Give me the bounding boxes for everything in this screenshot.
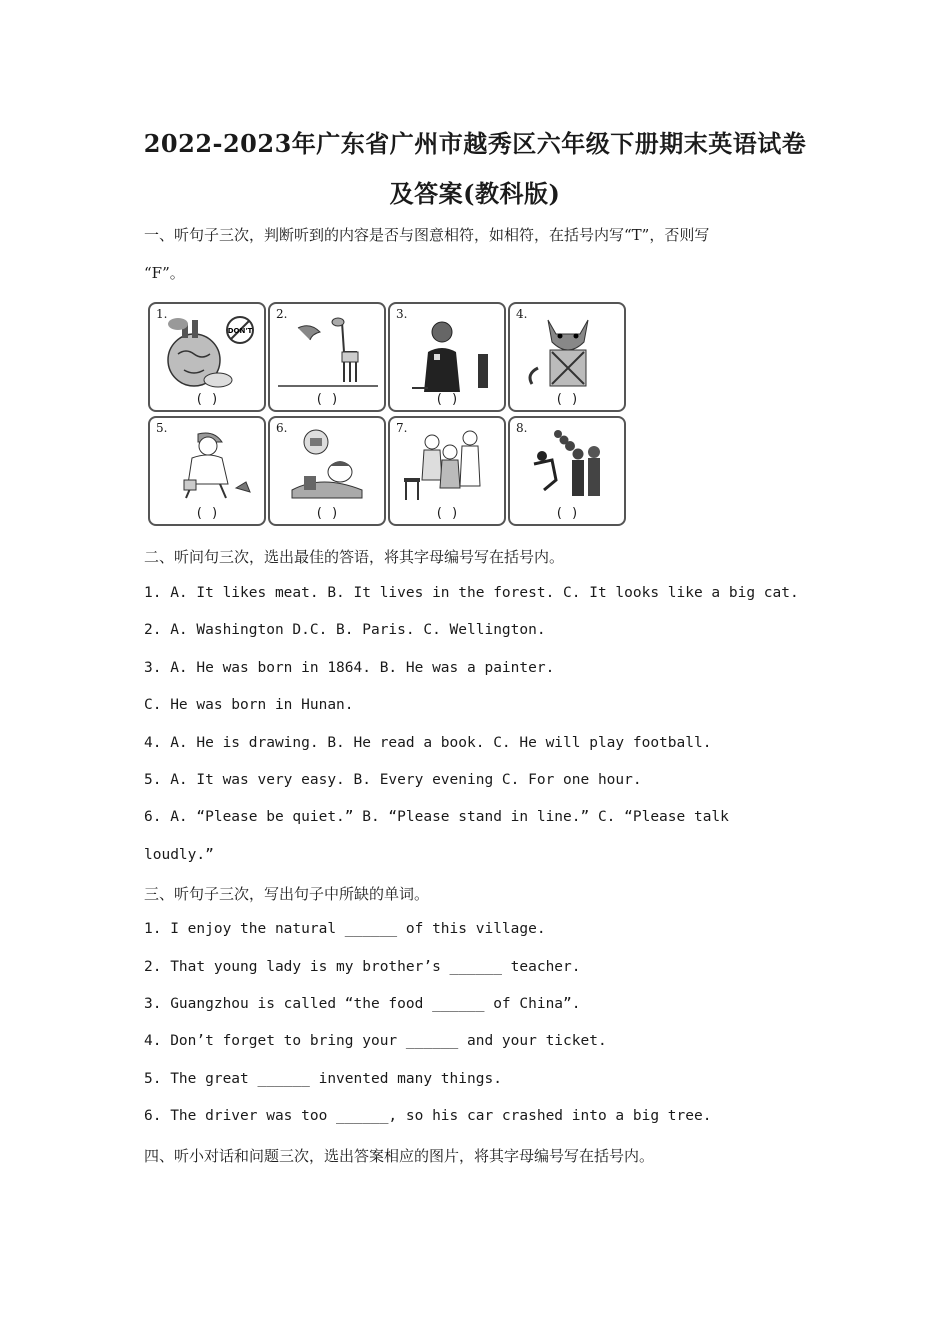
exam-title-line1: 2022-2023年广东省广州市越秀区六年级下册期末英语试卷 [143, 129, 807, 158]
answer-paren: ( ) [435, 392, 459, 407]
section2-instruction: 二、听问句三次，选出最佳的答语，将其字母编号写在括号内。 [144, 548, 565, 566]
answer-paren: ( ) [315, 392, 339, 407]
section3-q5: 5. The great ______ invented many things. [144, 1071, 502, 1087]
picture-number: 2. [276, 307, 288, 321]
answer-paren: ( ) [195, 506, 219, 521]
picture-number: 8. [516, 421, 528, 435]
section2-q6-cont: loudly.” [144, 847, 214, 863]
picture-3 [388, 302, 506, 412]
section3-q4: 4. Don’t forget to bring your ______ and your ticket. [144, 1033, 607, 1049]
girl-sleeping-icon [278, 428, 378, 506]
picture-4 [508, 302, 626, 412]
queue-jumping-icon [518, 428, 618, 506]
earth-pollution-icon [158, 314, 258, 392]
section3-q2: 2. That young lady is my brother’s ______ teacher. [144, 959, 581, 975]
children-helping-icon [398, 428, 498, 506]
picture-6 [268, 416, 386, 526]
boy-picking-litter-icon [158, 428, 258, 506]
exam-title-line2: 及答案(教科版) [389, 179, 561, 208]
answer-paren: ( ) [555, 392, 579, 407]
picture-5 [148, 416, 266, 526]
section2-q6: 6. A. “Please be quiet.” B. “Please stand in line.” C. “Please talk [144, 809, 729, 825]
section4-instruction: 四、听小对话和问题三次，选出答案相应的图片，将其字母编号写在括号内。 [144, 1147, 655, 1165]
dont-sign-text: DON'T [227, 327, 253, 335]
section3-q3: 3. Guangzhou is called “the food ______ of China”. [144, 996, 581, 1012]
picture-number: 5. [156, 421, 168, 435]
picture-1 [148, 302, 266, 412]
section2-q4: 4. A. He is drawing. B. He read a book. C. He will play football. [144, 735, 712, 751]
answer-paren: ( ) [555, 506, 579, 521]
section1-instruction-cont: “F”。 [144, 264, 185, 282]
section1-instruction: 一、听句子三次，判断听到的内容是否与图意相符，如相符，在括号内写“T”，否则写 [144, 226, 710, 244]
section3-instruction: 三、听句子三次，写出句子中所缺的单词。 [144, 885, 430, 903]
picture-number: 7. [396, 421, 408, 435]
answer-paren: ( ) [195, 392, 219, 407]
section2-q3-cont: C. He was born in Hunan. [144, 697, 354, 713]
section2-q5: 5. A. It was very easy. B. Every evening C. For one hour. [144, 772, 642, 788]
section2-q1: 1. A. It likes meat. B. It lives in the forest. C. It looks like a big cat. [144, 585, 799, 601]
picture-number: 3. [396, 307, 408, 321]
picture-number: 4. [516, 307, 528, 321]
answer-paren: ( ) [435, 506, 459, 521]
picture-number: 1. [156, 307, 168, 321]
picture-7 [388, 416, 506, 526]
picture-8 [508, 416, 626, 526]
section2-q2: 2. A. Washington D.C. B. Paris. C. Wellington. [144, 622, 546, 638]
writer-portrait-icon [398, 314, 498, 392]
picture-grid [148, 302, 626, 530]
section3-q6: 6. The driver was too ______, so his car crashed into a big tree. [144, 1108, 712, 1124]
picture-number: 6. [276, 421, 288, 435]
giraffe-icon [278, 314, 378, 392]
section3-q1: 1. I enjoy the natural ______ of this village. [144, 921, 546, 937]
picture-2 [268, 302, 386, 412]
section2-q3: 3. A. He was born in 1864. B. He was a painter. [144, 660, 555, 676]
answer-paren: ( ) [315, 506, 339, 521]
wolf-icon [518, 314, 618, 392]
